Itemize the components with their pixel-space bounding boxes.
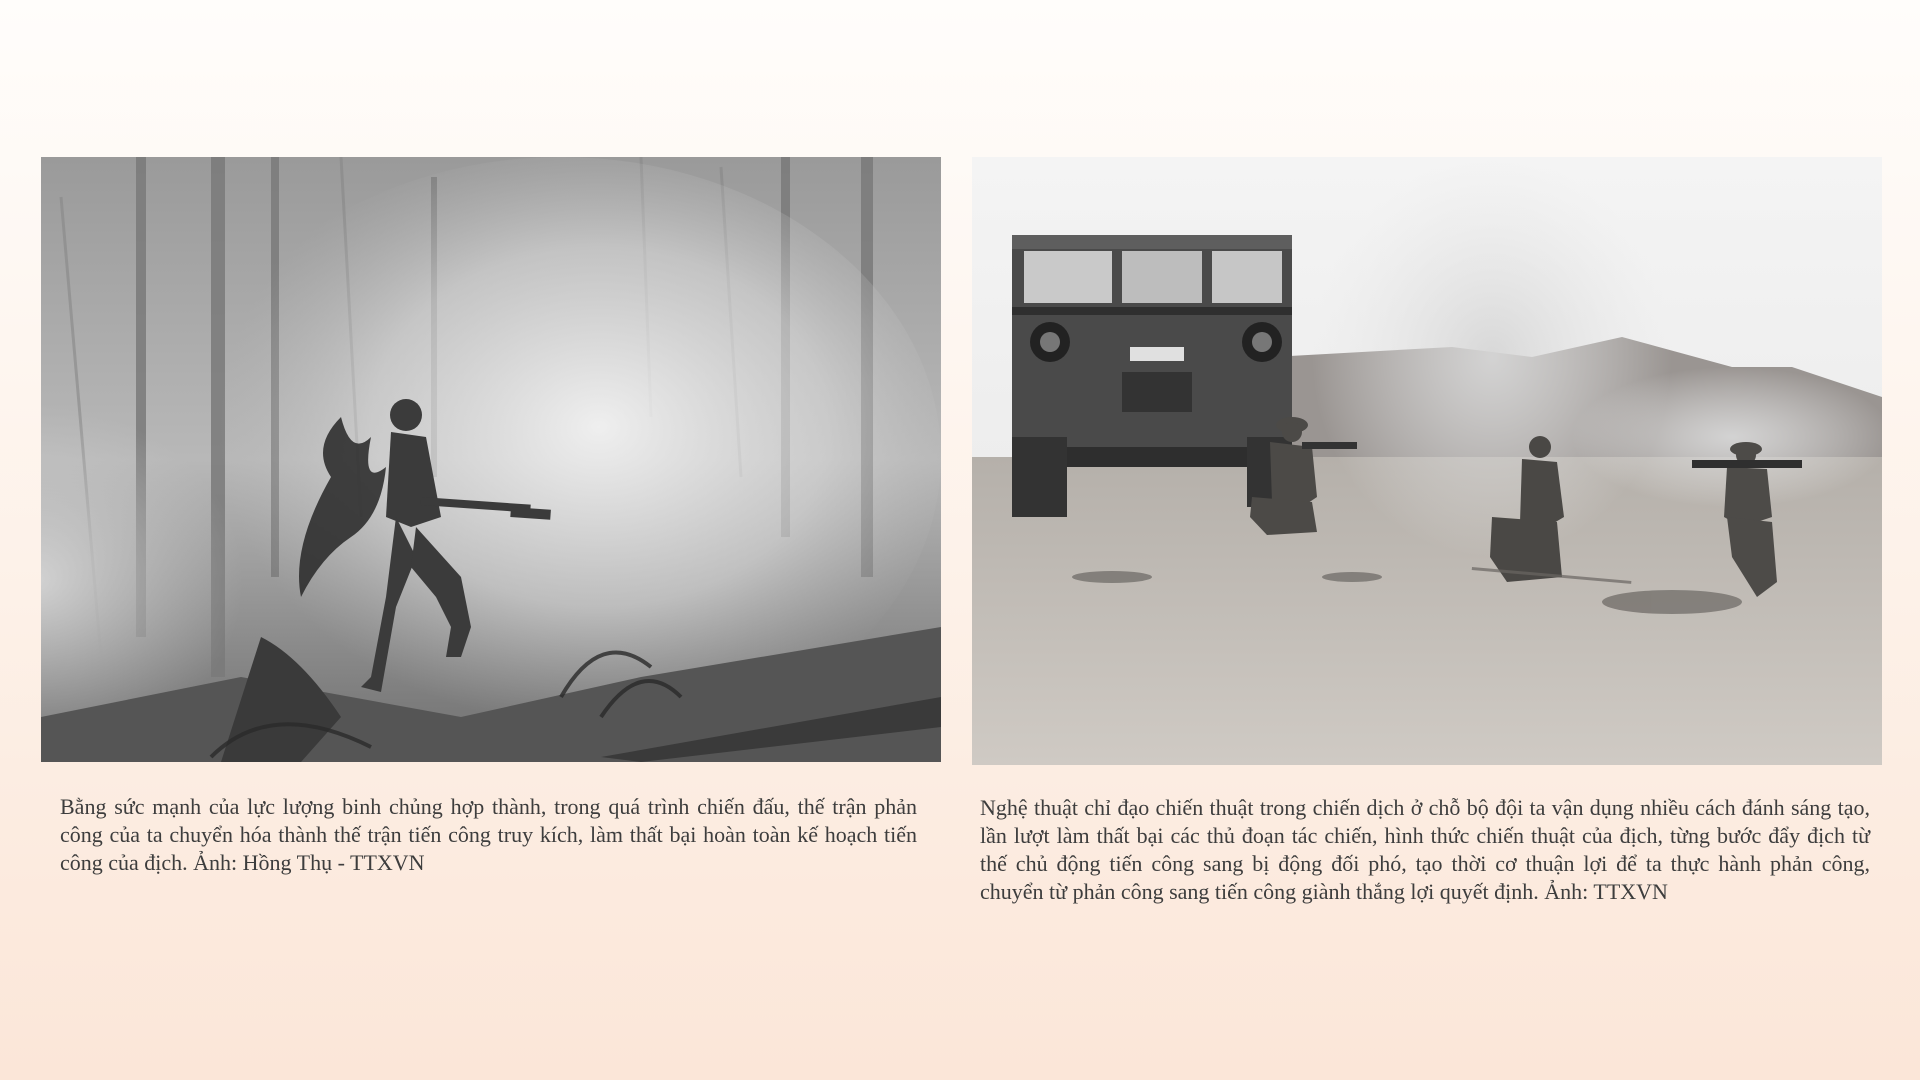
photo-caption-right: Nghệ thuật chỉ đạo chiến thuật trong chiến dịch ở chỗ bộ đội ta vận dụng nhiều cách đánh sáng tạo, lần lượt làm thất bại các thủ đoạn tác chiến, hình thức chiến thuật của địch, từng bước đẩy địch từ thế chủ động tiến công sang bị động đối phó, tạo thời cơ thuận lợi để ta thực hành phản công, chuyển từ phản công sang tiến công giành thắng lợi quyết định. Ảnh: TTXVN	[980, 795, 1870, 904]
photo-caption-left: Bằng sức mạnh của lực lượng binh chủng hợp thành, trong quá trình chiến đấu, thế trận phản công của ta chuyển hóa thành thế trận tiến công truy kích, làm thất bại hoàn toàn kế hoạch tiến công của địch. Ảnh: Hồng Thụ - TTXVN	[60, 794, 917, 875]
photo-vehicle-soldiers	[972, 157, 1882, 765]
photo-soldier-forest	[41, 157, 941, 762]
soldier-forest-image	[41, 157, 941, 762]
vehicle-soldiers-image	[972, 157, 1882, 765]
